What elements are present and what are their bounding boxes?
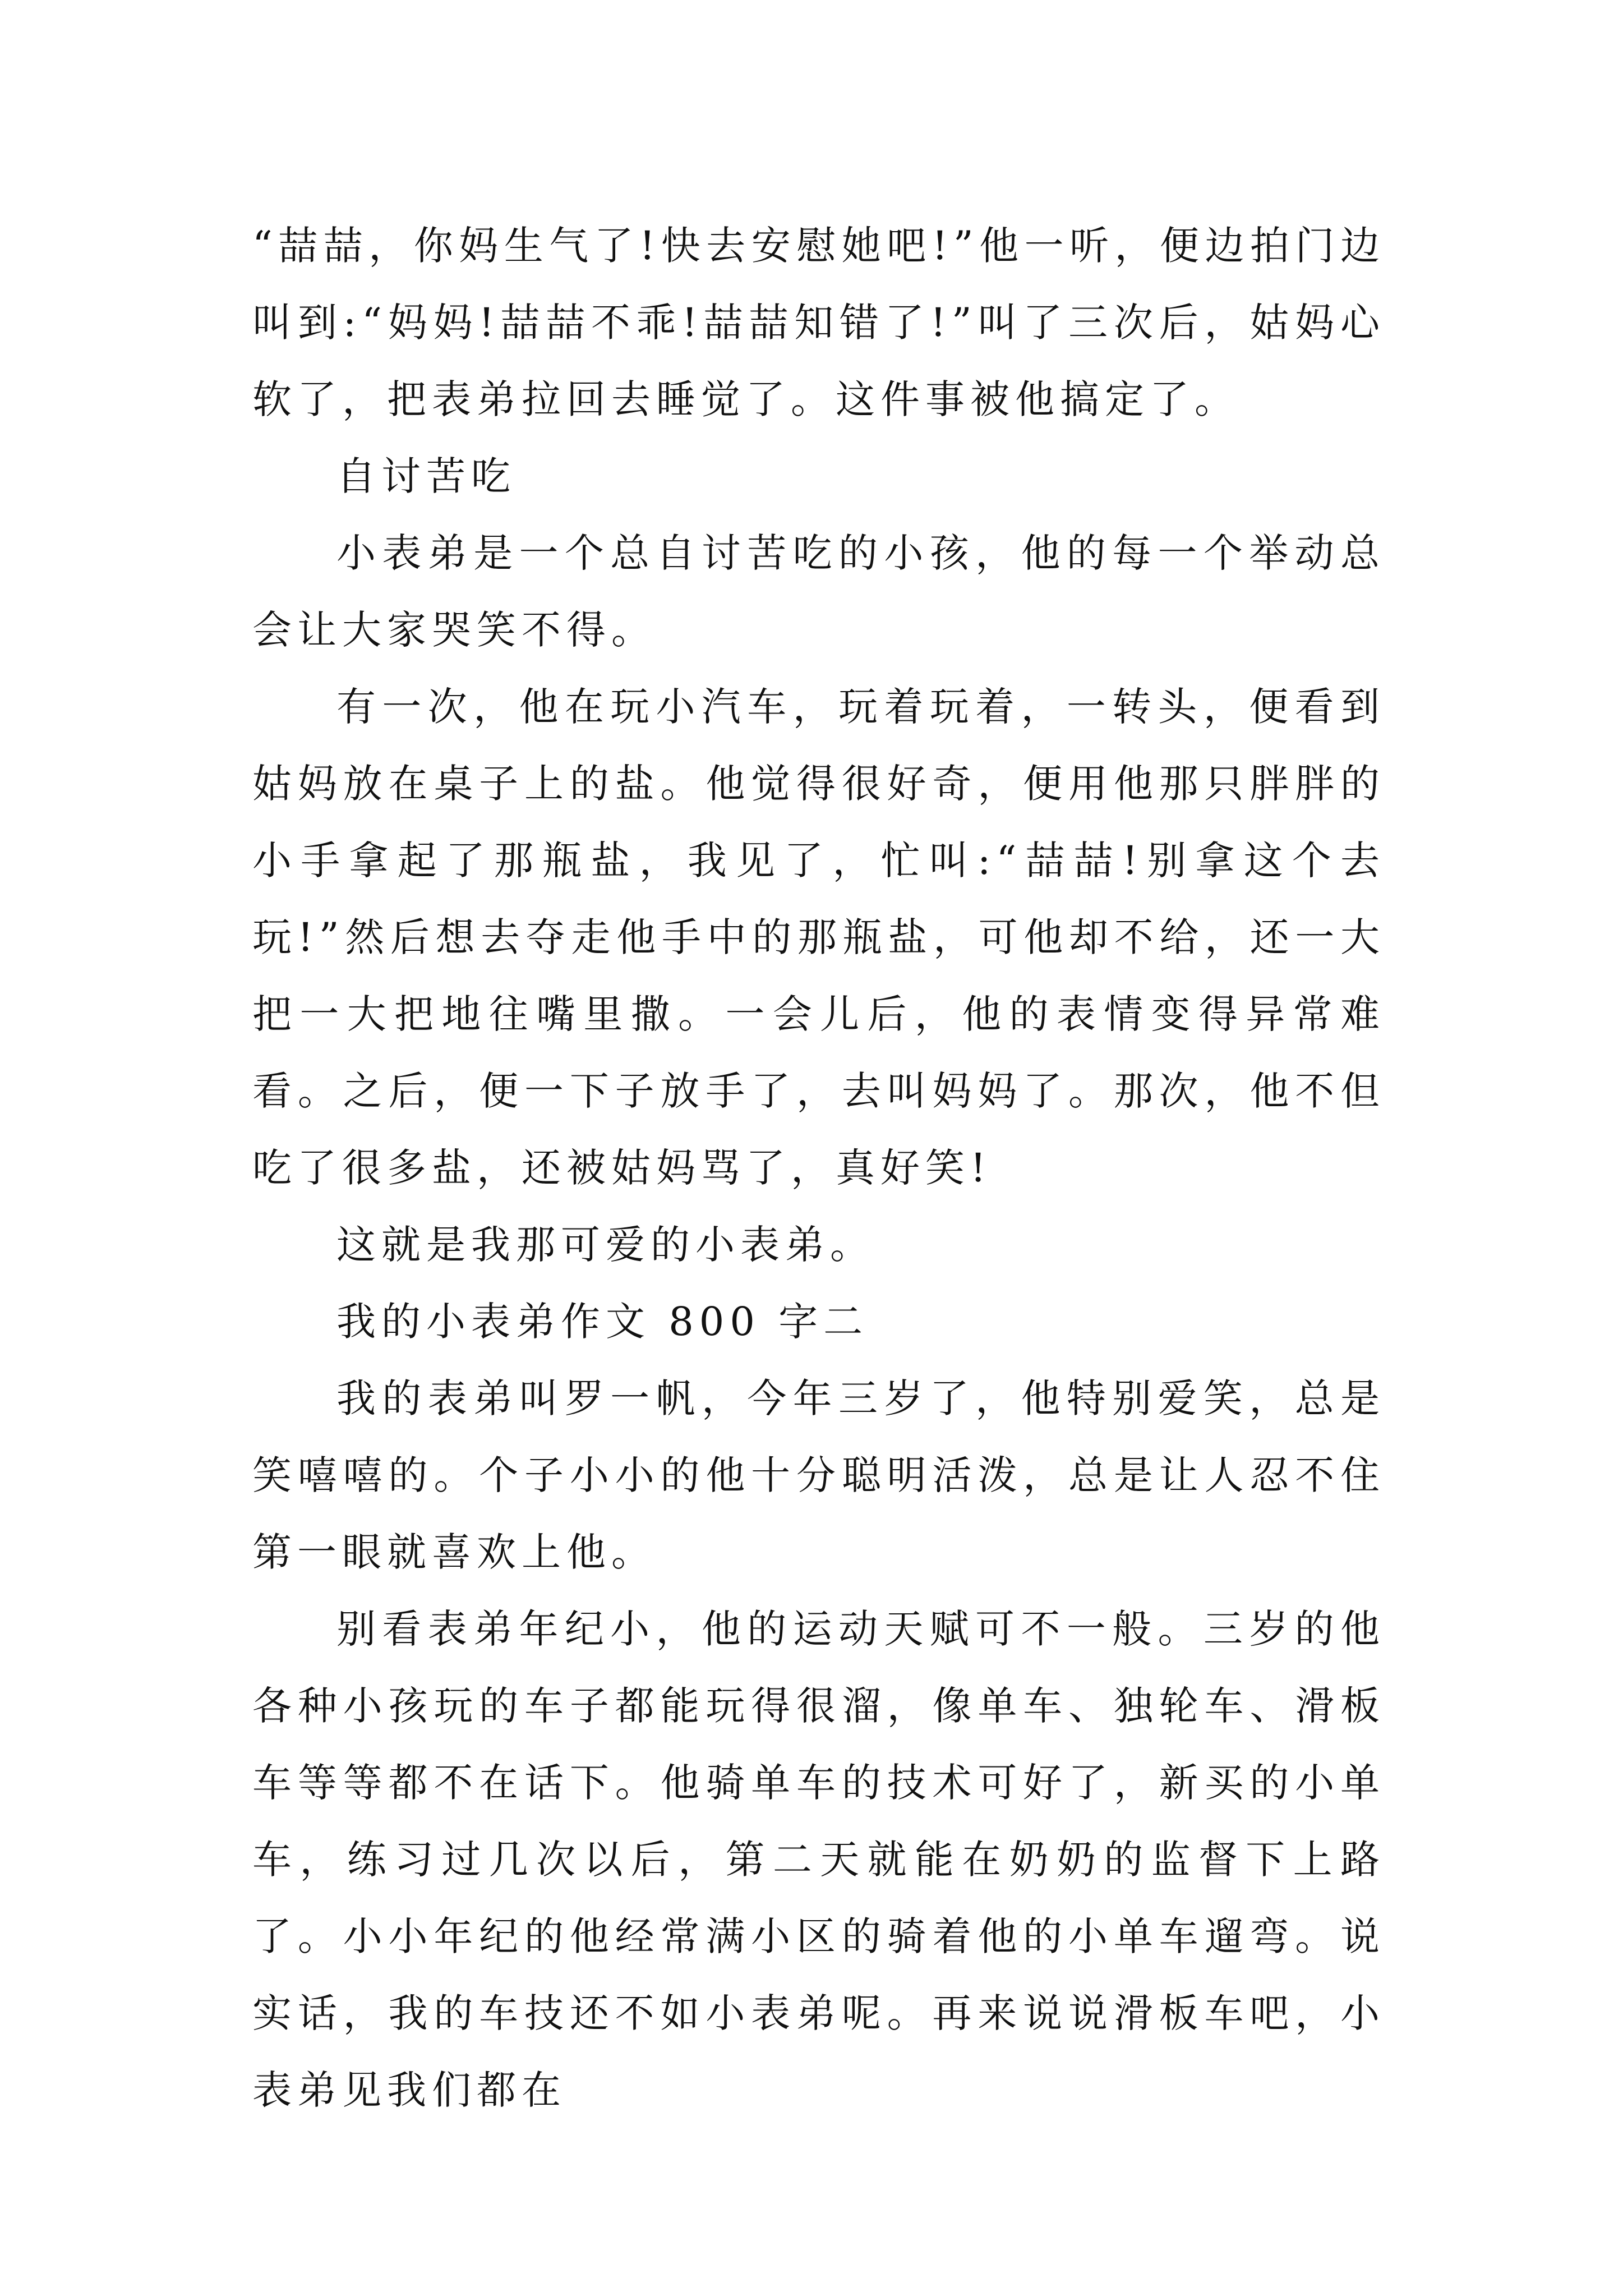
- paragraph-6: 别看表弟年纪小，他的运动天赋可不一般。三岁的他各种小孩玩的车子都能玩得很溜，像单车、独轮车、滑板车等等都不在话下。他骑单车的技术可好了，新买的小单车，练习过几次以后，第二天就能在奶奶的监督下上路了。小小年纪的他经常满小区的骑着他的小单车遛弯。说实话，我的车技还不如小表弟呢。再来说说滑板车吧，小表弟见我们都在: [252, 1606, 1385, 2113]
- paragraph-3: 有一次，他在玩小汽车，玩着玩着，一转头，便看到姑妈放在桌子上的盐。他觉得很好奇，便用他那只胖胖的小手拿起了那瓶盐，我见了，忙叫:“喆喆!别拿这个去玩!”然后想去夺走他手中的那瓶盐，可他却不给，还一大把一大把地往嘴里撒。一会儿后，他的表情变得异常难看。之后，便一下子放手了，去叫妈妈了。那次，他不但吃了很多盐，还被姑妈骂了，真好笑!: [252, 684, 1385, 1191]
- paragraph-5: 我的表弟叫罗一帆，今年三岁了，他特别爱笑，总是笑嘻嘻的。个子小小的他十分聪明活泼，总是让人忍不住第一眼就喜欢上他。: [252, 1375, 1385, 1575]
- document-page: [252, 208, 1385, 2129]
- paragraph-4: 这就是我那可爱的小表弟。: [336, 1222, 875, 1268]
- paragraph-1: “喆喆，你妈生气了!快去安慰她吧!”他一听，便边拍门边叫到:“妈妈!喆喆不乖!喆喆知错了!”叫了三次后，姑妈心软了，把表弟拉回去睡觉了。这件事被他搞定了。: [252, 223, 1385, 422]
- essay-title-2: 我的小表弟作文 800 字二: [336, 1299, 869, 1345]
- paragraph-2: 小表弟是一个总自讨苦吃的小孩，他的每一个举动总会让大家哭笑不得。: [252, 530, 1385, 653]
- section-heading-zitao-kuchi: 自讨苦吃: [336, 453, 516, 499]
